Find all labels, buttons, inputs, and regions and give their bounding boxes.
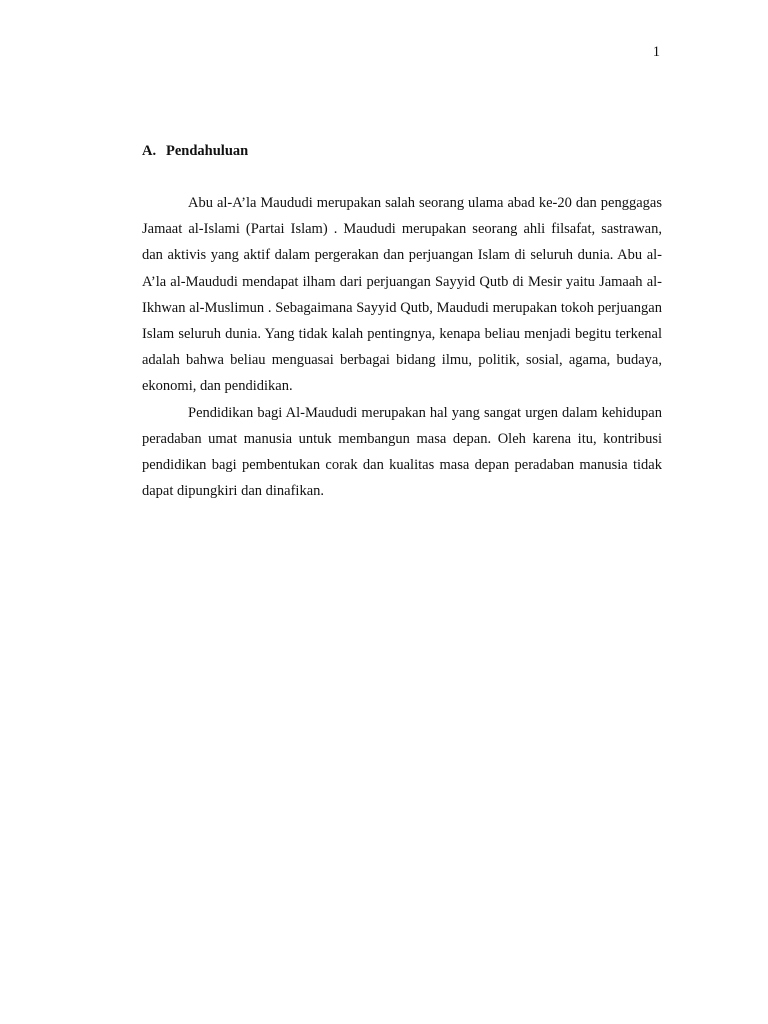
- paragraph-introduction: Abu al-A’la Maududi merupakan salah seorang ulama abad ke-20 dan penggagas Jamaat al-Islami (Partai Islam) . Maududi merupakan seorang ahli filsafat, sastrawan, dan aktivis yang aktif dalam pergerakan dan perjuangan Islam di seluruh dunia. Abu al-A’la al-Maududi mendapat ilham dari perjuangan Sayyid Qutb di Mesir yaitu Jamaah al-Ikhwan al-Muslimun . Sebagaimana Sayyid Qutb, Maududi merupakan tokoh perjuangan Islam seluruh dunia. Yang tidak kalah pentingnya, kenapa beliau menjadi begitu terkenal adalah bahwa beliau menguasai berbagai bidang ilmu, politik, sosial, agama, budaya, ekonomi, dan pendidikan.: [142, 195, 662, 395]
- page-number: 1: [652, 44, 660, 60]
- section-marker: A.: [142, 143, 157, 159]
- body-text: [142, 190, 662, 504]
- section-title: Pendahuluan: [166, 143, 249, 159]
- paragraph-education: Pendidikan bagi Al-Maududi merupakan hal yang sangat urgen dalam kehidupan peradaban umat manusia untuk membangun masa depan. Oleh karena itu, kontribusi pendidikan bagi pembentukan corak dan kualitas masa depan peradaban manusia tidak dapat dipungkiri dan dinafikan.: [142, 404, 662, 500]
- section-heading: [142, 143, 248, 160]
